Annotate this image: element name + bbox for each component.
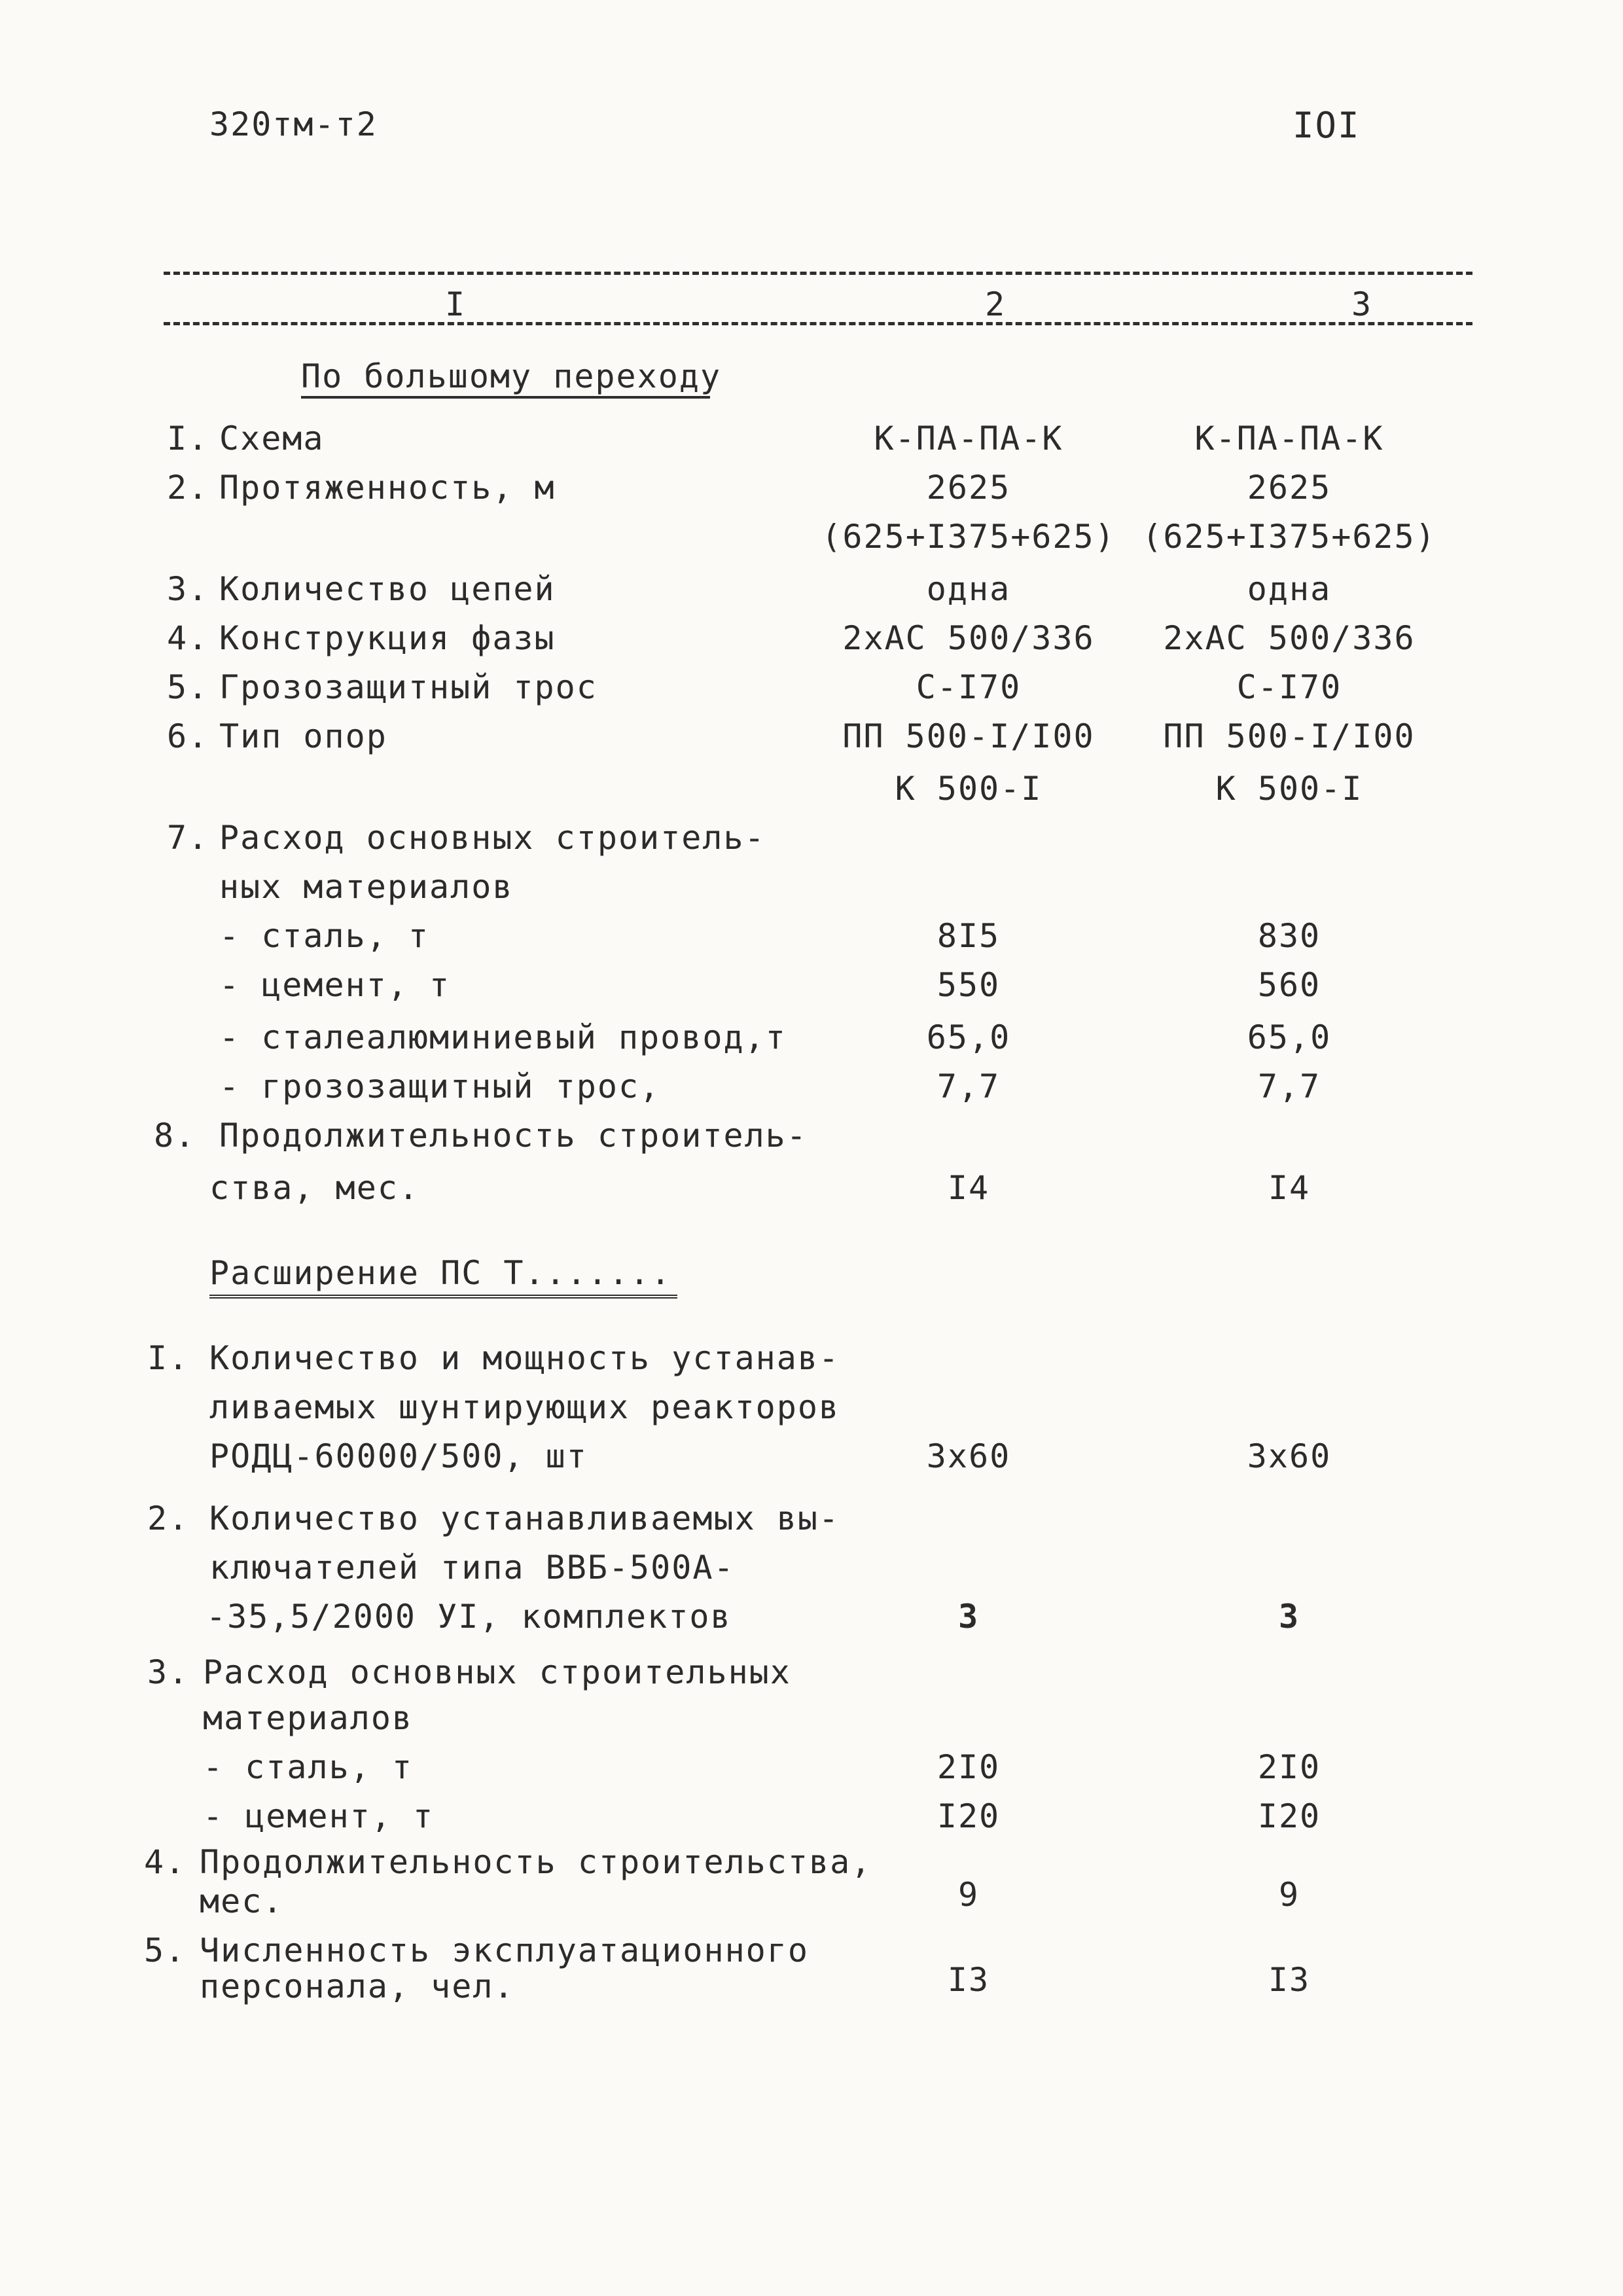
row-number: I.	[167, 420, 209, 457]
row-value-col3: 9	[1278, 1876, 1300, 1914]
row-value-col3: 3х60	[1247, 1437, 1332, 1475]
table-header-rule-bottom	[164, 322, 1472, 325]
row-value-col2: 65,0	[926, 1018, 1011, 1056]
row-value-col3: ПП 500-I/I00	[1163, 717, 1416, 755]
row-value-col3: 2хАС 500/336	[1163, 619, 1416, 657]
row-value-col2: К 500-I	[895, 770, 1043, 808]
row-value-col2: 8I5	[936, 917, 1001, 955]
row-value-col3: К-ПА-ПА-К	[1194, 420, 1384, 457]
row-value-col2: (625+I375+625)	[821, 518, 1116, 556]
row-value-col2: 3	[957, 1598, 980, 1636]
row-label: -35,5/2000 УI, комплектов	[206, 1598, 732, 1636]
row-value-col3: 2I0	[1257, 1748, 1321, 1786]
table-header-rule-top	[164, 272, 1472, 275]
row-value-col2: I3	[947, 1961, 990, 1999]
row-value-col2: одна	[926, 570, 1011, 608]
row-value-col2: С-I70	[916, 668, 1022, 706]
row-value-col3: 2625	[1247, 469, 1332, 507]
row-number: 2.	[147, 1499, 190, 1537]
section1-title: По большому переходу	[301, 357, 722, 395]
row-label: Протяженность, м	[219, 469, 556, 507]
row-label: - сталеалюминиевый провод,т	[219, 1018, 787, 1056]
row-label: материалов	[203, 1699, 414, 1737]
section2-title: Расширение ПС Т.......	[209, 1254, 672, 1292]
row-label: Продолжительность строитель-	[219, 1117, 808, 1155]
row-number: 2.	[167, 469, 209, 507]
row-value-col3: 830	[1257, 917, 1321, 955]
row-label: Количество цепей	[219, 570, 556, 608]
row-label: РОДЦ-60000/500, шт	[209, 1437, 588, 1475]
row-value-col3: К 500-I	[1215, 770, 1363, 808]
row-number: 3.	[147, 1653, 190, 1691]
row-label: Грозозащитный трос	[219, 668, 597, 706]
row-label: - цемент, т	[203, 1797, 435, 1835]
column-header-2: 2	[985, 285, 1007, 323]
row-value-col2: 7,7	[936, 1067, 1001, 1105]
row-value-col3: С-I70	[1236, 668, 1342, 706]
row-label: Расход основных строитель-	[219, 819, 766, 857]
section1-title-underline	[301, 396, 710, 399]
row-label: - грозозащитный трос,	[219, 1067, 661, 1105]
row-value-col3: 7,7	[1257, 1067, 1321, 1105]
row-value-col3: 65,0	[1247, 1018, 1332, 1056]
row-value-col3: I4	[1268, 1169, 1311, 1207]
row-value-col3: 3	[1278, 1598, 1300, 1636]
row-label: Численность эксплуатационного	[200, 1931, 809, 1969]
row-value-col2: 550	[936, 966, 1001, 1004]
row-label: Тип опор	[219, 717, 387, 755]
row-label: ливаемых шунтирующих реакторов	[209, 1388, 840, 1426]
row-value-col2: 2хАС 500/336	[842, 619, 1095, 657]
row-value-col2: 2I0	[936, 1748, 1001, 1786]
row-value-col2: ПП 500-I/I00	[842, 717, 1095, 755]
row-value-col2: К-ПА-ПА-К	[874, 420, 1063, 457]
row-number: I.	[147, 1339, 190, 1377]
row-label: Количество и мощность устанав-	[209, 1339, 840, 1377]
page-number: IOI	[1293, 105, 1361, 146]
row-label: мес.	[200, 1882, 284, 1920]
row-label: Количество устанавливаемых вы-	[209, 1499, 840, 1537]
row-number: 7.	[167, 819, 209, 857]
row-value-col2: I20	[936, 1797, 1001, 1835]
row-label: - сталь, т	[203, 1748, 414, 1786]
row-value-col3: I20	[1257, 1797, 1321, 1835]
row-label: - цемент, т	[219, 966, 451, 1004]
row-value-col2: 9	[957, 1876, 980, 1914]
row-label: ных материалов	[219, 868, 514, 906]
row-value-col3: I3	[1268, 1961, 1311, 1999]
row-value-col2: 2625	[926, 469, 1011, 507]
section2-title-underline	[209, 1295, 677, 1299]
row-value-col2: 3х60	[926, 1437, 1011, 1475]
row-number: 5.	[144, 1931, 187, 1969]
row-value-col2: I4	[947, 1169, 990, 1207]
row-value-col3: 560	[1257, 966, 1321, 1004]
row-number: 4.	[144, 1843, 187, 1881]
document-code: 320тм-т2	[209, 105, 378, 143]
row-number: 8.	[154, 1117, 196, 1155]
row-label: ключателей типа ВВБ-500А-	[209, 1549, 735, 1587]
row-label: Продолжительность строительства,	[200, 1843, 872, 1881]
row-number: 3.	[167, 570, 209, 608]
row-number: 6.	[167, 717, 209, 755]
row-value-col3: одна	[1247, 570, 1332, 608]
column-header-3: 3	[1351, 285, 1373, 323]
row-label: персонала, чел.	[200, 1967, 515, 2005]
row-number: 5.	[167, 668, 209, 706]
row-label: - сталь, т	[219, 917, 430, 955]
column-header-1: I	[445, 285, 467, 323]
row-value-col3: (625+I375+625)	[1142, 518, 1436, 556]
row-label: Расход основных строительных	[203, 1653, 791, 1691]
row-label: Схема	[219, 420, 325, 457]
row-number: 4.	[167, 619, 209, 657]
row-label: Конструкция фазы	[219, 619, 556, 657]
row-label: ства, мес.	[209, 1169, 420, 1207]
